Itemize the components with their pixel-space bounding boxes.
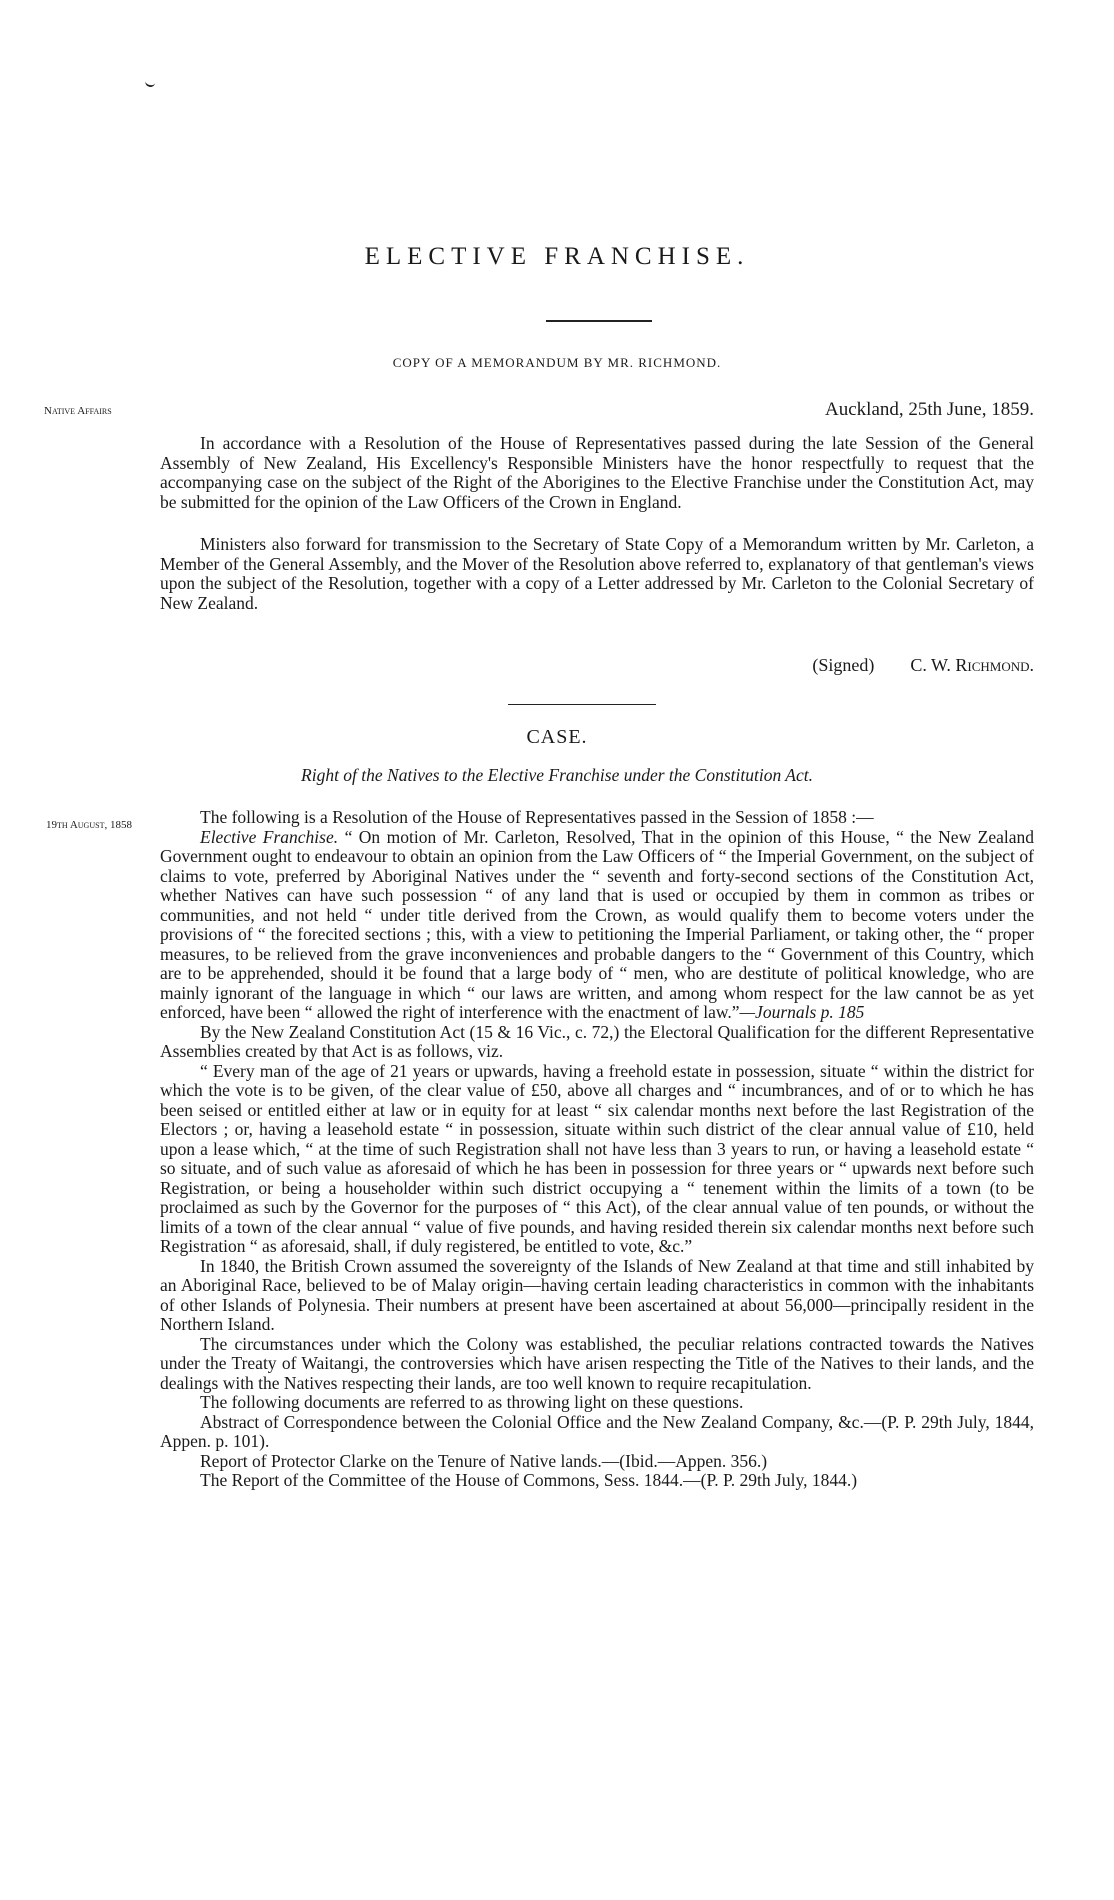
signature-line <box>812 655 1034 676</box>
journals-reference: —Journals p. 185 <box>739 1002 865 1022</box>
case-subtitle: Right of the Natives to the Elective Franchise under the Constitution Act. <box>301 765 813 785</box>
case-heading: CASE. <box>526 726 588 748</box>
memo-paragraph-1 <box>160 434 1034 512</box>
document-3: The Report of the Committee of the House of Commons, Sess. 1844.—(P. P. 29th July, 1844.) <box>200 1470 858 1490</box>
section-rule <box>508 704 656 705</box>
paragraph-1840: In 1840, the British Crown assumed the sovereignty of the Islands of New Zealand at that time and still inhabited by an Aboriginal Race, believed to be of Malay origin—having certain leading characteristics in common with the inhabitants of other Islands of Polynesia. Their numbers at present have been ascertained at about 56,000—principally resident in the Northern Island. <box>160 1255 1034 1334</box>
resolution-paragraph <box>160 828 1034 1023</box>
memo-date: Auckland, 25th June, 1859. <box>825 399 1034 420</box>
act-quote: “ Every man of the age of 21 years or upwards, having a freehold estate in possession, situate “ within the district for which the vote is to be given, of the clear value of £50, above all charges and “ incumbrances, and of or to which he has been seised or entitled either at law or in equity for at least “ six calendar months next before the last Registration of the Electors ; or, having a leasehold estate “ in possession, situate within such district of the clear annual value of £10, held upon a lease which, “ at the time of such Registration shall not have less than 3 years to run, or having a leasehold estate “ so situate, and of such value as aforesaid of which he has been in possession for three years or “ upwards next before such Registration, or being a householder within such district occupying a “ tenement within the limits of a town (to be proclaimed as such by the Governor for the purposes of “ this Act), of the clear annual value of ten pounds, or without the limits of a town of the clear annual “ value of five pounds, and having resided therein six calendar months next before such Registration “ as aforesaid, shall, if duly registered, be entitled to vote, &c.” <box>160 1060 1034 1256</box>
signed-label: (Signed) <box>812 655 875 675</box>
stray-ink-mark <box>144 79 155 88</box>
case-intro: The following is a Resolution of the House of Representatives passed in the Session of 1858 :— <box>200 807 874 827</box>
margin-note-native-affairs: Native Affairs <box>44 405 112 417</box>
memo-paragraph-2-text: Ministers also forward for transmission to the Secretary of State Copy of a Memorandum written by Mr. Carleton, a Member of the General Assembly, and the Mover of the Resolution above referred to, explanatory of that gentleman's views upon the subject of the Resolution, together with a copy of a Letter addressed by Mr. Carleton to the Colonial Secretary of New Zealand. <box>160 534 1034 613</box>
memo-paragraph-2 <box>160 535 1034 613</box>
resolution-label: Elective Franchise. <box>200 826 339 847</box>
page-title: ELECTIVE FRANCHISE. <box>364 243 750 270</box>
case-body <box>160 808 1034 1491</box>
margin-note-date: 19th August, 1858 <box>46 819 132 831</box>
memo-heading: COPY OF A MEMORANDUM BY MR. RICHMOND. <box>392 355 722 370</box>
paragraph-circumstances: The circumstances under which the Colony was established, the peculiar relations contracted towards the Natives under the Treaty of Waitangi, the controversies which have arisen respecting the Title of the Natives to their lands, and the dealings with the Natives respecting their lands, are too well known to require recapitulation. <box>160 1333 1034 1393</box>
memo-paragraph-1-text: In accordance with a Resolution of the House of Representatives passed during the late Session of the General Assembly of New Zealand, His Excellency's Responsible Ministers have the honor respectfully to request that the accompanying case on the subject of the Right of the Aborigines to the Elective Franchise under the Constitution Act, may be submitted for the opinion of the Law Officers of the Crown in England. <box>160 433 1034 512</box>
paragraph-documents: The following documents are referred to as throwing light on these questions. <box>200 1392 744 1412</box>
document-2: Report of Protector Clarke on the Tenure of Native lands.—(Ibid.—Appen. 356.) <box>200 1450 768 1471</box>
title-rule <box>546 320 652 322</box>
resolution-text: “ On motion of Mr. Carleton, Resolved, That in the opinion of this House, “ the New Zealand Government ought to endeavour to obtain an opinion from the Law Officers of “ the Imperial Government, on the subject of claims to vote, preferred by Aboriginal Natives under the “ seventh and forty-second sections of the Constitution Act, whether Natives can have such possession “ of any land that is used or occupied by them in common as tribes or communities, and not held “ under title derived from the Crown, as would qualify them to become voters under the provisions of “ the forecited sections ; this, with a view to petitioning the Imperial Parliament, or taking other, the “ proper measures, to be relieved from the grave inconveniences and probable dangers to the “ Government of this Country, which are to be apprehended, should it be found that a large body of “ men, who are destitute of political knowledge, who are mainly ignorant of the language in which “ our laws are written, and among whom respect for the law cannot be as yet enforced, have been “ allowed the right of interference with the enactment of law.” <box>160 826 1034 1022</box>
act-intro: By the New Zealand Constitution Act (15 & 16 Vic., c. 72,) the Electoral Qualification for the different Representative Assemblies created by that Act is as follows, viz. <box>160 1021 1034 1061</box>
signatory-name: C. W. Richmond. <box>910 655 1034 675</box>
document-1: Abstract of Correspondence between the Colonial Office and the New Zealand Company, &c.—(P. P. 29th July, 1844, Appen. p. 101). <box>160 1411 1034 1451</box>
